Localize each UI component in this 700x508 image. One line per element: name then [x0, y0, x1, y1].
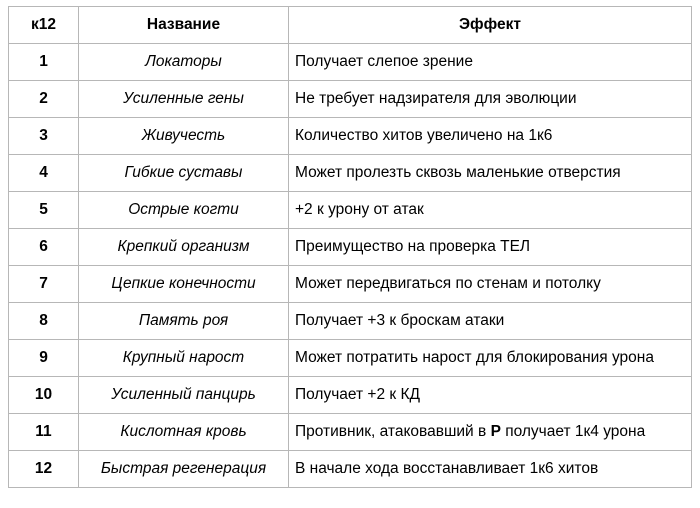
- effect-cell: Получает +3 к броскам атаки: [289, 303, 692, 340]
- effect-text-post: получает 1к4 урона: [500, 423, 646, 440]
- table-row: [9, 377, 692, 414]
- effect-cell: Может передвигаться по стенам и потолку: [289, 266, 692, 303]
- roll-cell: 7: [9, 266, 79, 303]
- header-roll: к12: [9, 7, 79, 44]
- effect-cell: Может пролезть сквозь маленькие отверстия: [289, 155, 692, 192]
- effect-cell: Получает слепое зрение: [289, 44, 692, 81]
- name-cell: Острые когти: [79, 192, 289, 229]
- roll-cell: 10: [9, 377, 79, 414]
- name-cell: Локаторы: [79, 44, 289, 81]
- effect-cell: +2 к урону от атак: [289, 192, 692, 229]
- header-effect: Эффект: [289, 7, 692, 44]
- table-row: [9, 414, 692, 451]
- name-cell: Кислотная кровь: [79, 414, 289, 451]
- name-cell: Усиленные гены: [79, 81, 289, 118]
- table-row: [9, 81, 692, 118]
- name-cell: Усиленный панцирь: [79, 377, 289, 414]
- effect-text-bold: Р: [490, 423, 501, 440]
- roll-cell: 6: [9, 229, 79, 266]
- effect-text-pre: Противник, атаковавший в: [295, 423, 491, 440]
- roll-cell: 1: [9, 44, 79, 81]
- roll-cell: 2: [9, 81, 79, 118]
- table-row: [9, 340, 692, 377]
- name-cell: Быстрая регенерация: [79, 451, 289, 488]
- roll-cell: 11: [9, 414, 79, 451]
- table-row: [9, 451, 692, 488]
- effect-cell: В начале хода восстанавливает 1к6 хитов: [289, 451, 692, 488]
- name-cell: Крепкий организм: [79, 229, 289, 266]
- table-row: [9, 155, 692, 192]
- roll-cell: 9: [9, 340, 79, 377]
- name-cell: Крупный нарост: [79, 340, 289, 377]
- roll-cell: 12: [9, 451, 79, 488]
- name-cell: Память роя: [79, 303, 289, 340]
- name-cell: Живучесть: [79, 118, 289, 155]
- table-row: [9, 266, 692, 303]
- header-row: [9, 7, 692, 44]
- header-name: Название: [79, 7, 289, 44]
- effect-cell: Может потратить нарост для блокирования урона: [289, 340, 692, 377]
- name-cell: Цепкие конечности: [79, 266, 289, 303]
- effect-cell: Количество хитов увеличено на 1к6: [289, 118, 692, 155]
- effect-cell: Преимущество на проверка ТЕЛ: [289, 229, 692, 266]
- table-row: [9, 229, 692, 266]
- roll-cell: 8: [9, 303, 79, 340]
- table-row: [9, 118, 692, 155]
- roll-cell: 4: [9, 155, 79, 192]
- table-row: [9, 192, 692, 229]
- effect-cell: [289, 414, 692, 451]
- roll-cell: 5: [9, 192, 79, 229]
- roll-cell: 3: [9, 118, 79, 155]
- effect-cell: Не требует надзирателя для эволюции: [289, 81, 692, 118]
- effect-cell: Получает +2 к КД: [289, 377, 692, 414]
- table-row: [9, 44, 692, 81]
- name-cell: Гибкие суставы: [79, 155, 289, 192]
- table-row: [9, 303, 692, 340]
- mutations-table: [8, 6, 692, 488]
